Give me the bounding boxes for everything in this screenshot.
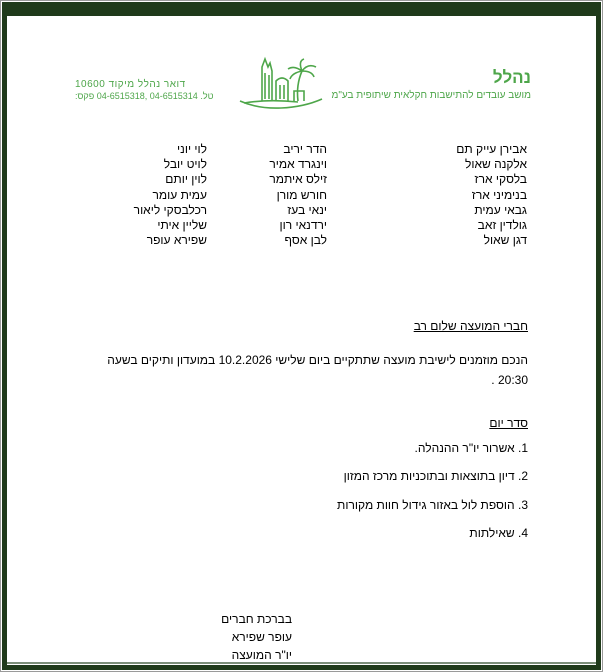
agenda-item: 1. אשרור יו"ר ההנהלה.	[414, 441, 528, 455]
recipient-name: בלסקי ארז	[474, 172, 527, 187]
nahalal-trees-logo-icon	[238, 55, 324, 111]
recipient-name: ירדנאי רון	[279, 218, 327, 233]
recipient-name: לוין יותם	[165, 172, 207, 187]
recipient-name: לויט יובל	[163, 157, 207, 172]
closing-salutation: בברכת חברים	[221, 612, 292, 626]
recipient-name: זילס איתמר	[269, 172, 327, 187]
recipient-name: הדר יריב	[283, 142, 327, 156]
right-border	[596, 2, 601, 670]
phone-line: טל. 04-6515314 ,04-6515318 פקס:	[75, 91, 214, 101]
invitation-text: הנכם מוזמנים לישיבת מועצה שתתקיים ביום שלישי 10.2.2026 במועדון ותיקים בשעה	[107, 353, 528, 367]
signer-title: יו"ר המועצה	[231, 648, 292, 662]
recipient-name: גולדין זאב	[477, 218, 527, 233]
recipient-name: בנימיני ארז	[471, 187, 527, 202]
recipient-name: אלקנה שאול	[465, 157, 527, 172]
address-line: דואר נהלל מיקוד 10600	[75, 79, 186, 90]
recipient-name: חורש מורן	[276, 187, 327, 202]
agenda-title: סדר יום	[489, 416, 528, 430]
recipient-name: אבירן עייק תם	[456, 142, 527, 156]
recipient-name: שליין איתי	[157, 218, 207, 233]
top-border	[2, 2, 601, 16]
recipients-column-right	[456, 142, 527, 248]
recipient-name: דגן שאול	[483, 233, 527, 248]
recipient-name: ינאי בעז	[287, 202, 327, 217]
recipient-name: רכלבסקי ליאור	[133, 202, 207, 217]
agenda-item: 4. שאילתות	[469, 526, 528, 540]
bottom-border	[2, 665, 601, 670]
greeting: חברי המועצה שלום רב	[413, 319, 528, 333]
recipient-name: גבאי עמית	[474, 202, 527, 217]
recipient-name: לוי יוני	[177, 142, 207, 156]
org-name: נהלל	[492, 68, 531, 87]
recipient-name: וינגרד אמיר	[269, 157, 327, 172]
recipients-column-left	[134, 142, 207, 248]
agenda-item: 2. דיון בתוצאות ובתוכניות מרכז המזון	[343, 469, 528, 483]
invitation-time: 20:30 .	[491, 373, 528, 387]
recipient-name: עמית עומר	[152, 187, 207, 202]
signer-name: עופר שפירא	[231, 630, 292, 644]
recipient-name: שפירא עופר	[146, 233, 207, 248]
recipient-name: לבן אסף	[284, 233, 327, 248]
bottom-inner-line	[7, 662, 596, 664]
org-description: מושב עובדים להתישבות חקלאית שיתופית בע"מ	[331, 90, 531, 101]
left-border	[2, 2, 7, 670]
recipients-column-middle	[269, 142, 327, 248]
agenda-item: 3. הוספת לול באזור גידול חוות מקורות	[337, 498, 528, 512]
